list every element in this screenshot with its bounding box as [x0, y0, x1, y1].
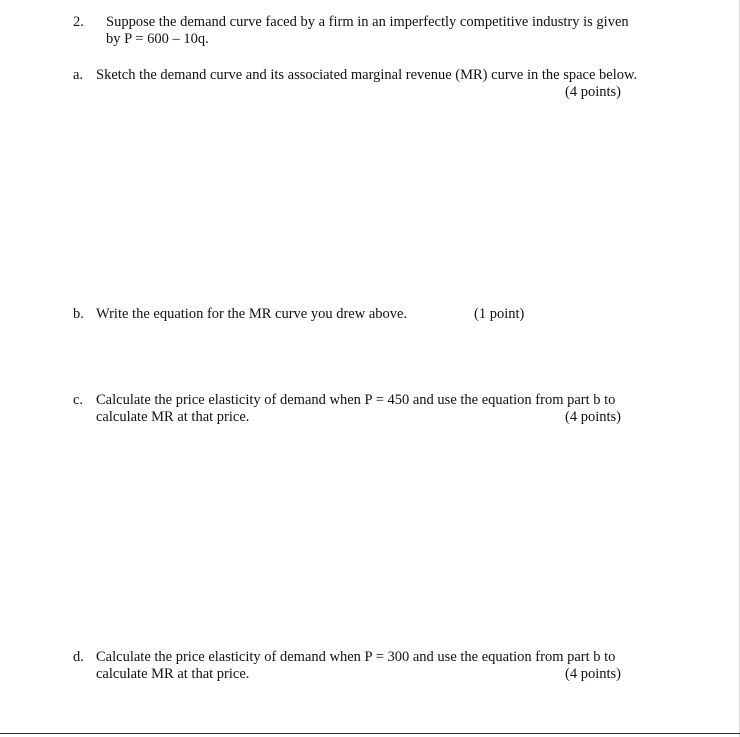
part-c-letter: c.: [73, 392, 84, 408]
part-a-points: (4 points): [565, 84, 621, 100]
part-c-points: (4 points): [565, 409, 621, 425]
question-stem-line-2: by P = 600 – 10q.: [106, 31, 209, 47]
part-c-text-line-2: calculate MR at that price.: [96, 409, 250, 425]
question-number: 2.: [73, 14, 84, 30]
part-b-letter: b.: [73, 306, 84, 322]
part-a-letter: a.: [73, 67, 84, 83]
part-d-text-line-1: Calculate the price elasticity of demand when P = 300 and use the equation from part b to: [96, 649, 616, 665]
part-b-text: Write the equation for the MR curve you drew above.: [96, 306, 408, 322]
part-c-text-line-1: Calculate the price elasticity of demand when P = 450 and use the equation from part b to: [96, 392, 616, 408]
part-d-letter: d.: [73, 649, 84, 665]
part-b-points: (1 point): [474, 306, 525, 322]
part-d-points: (4 points): [565, 666, 621, 682]
question-stem-line-1: Suppose the demand curve faced by a firm in an imperfectly competitive industry is given: [106, 14, 629, 30]
part-d-text-line-2: calculate MR at that price.: [96, 666, 250, 682]
part-a-text: Sketch the demand curve and its associated marginal revenue (MR) curve in the space below.: [96, 67, 638, 83]
bottom-rule: [0, 733, 740, 734]
